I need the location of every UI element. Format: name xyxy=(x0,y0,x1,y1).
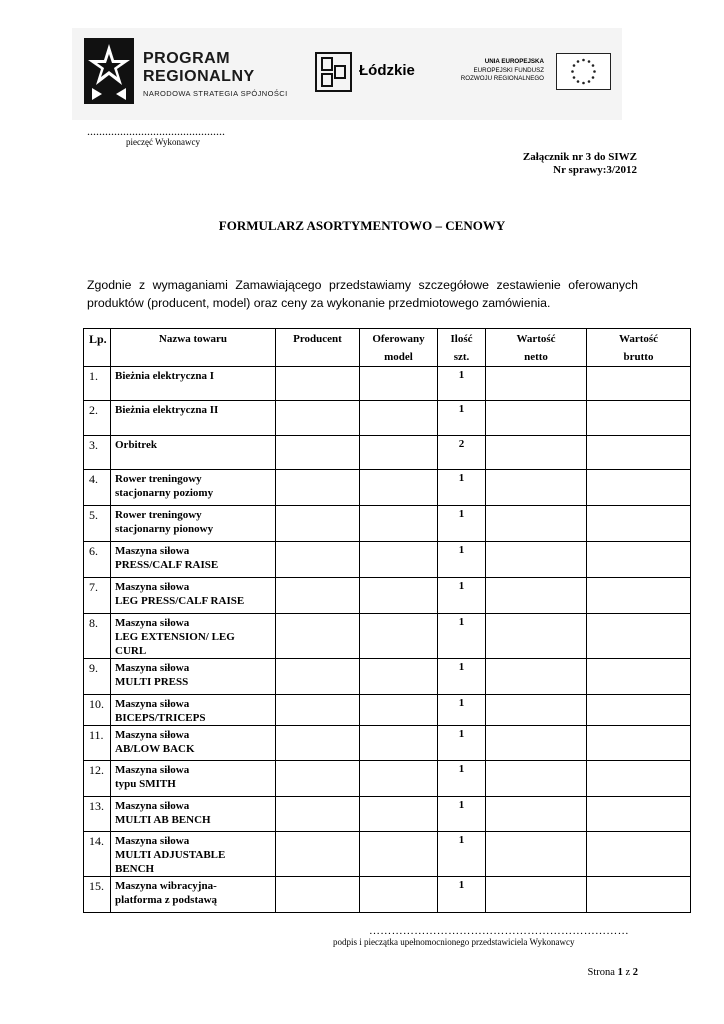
row-quantity: 1 xyxy=(438,726,486,761)
row-model-cell[interactable] xyxy=(360,726,438,761)
row-quantity: 1 xyxy=(438,542,486,578)
product-name-line: Maszyna siłowa xyxy=(115,662,190,674)
header-model xyxy=(360,329,438,367)
row-net-value-cell[interactable] xyxy=(486,436,587,470)
table-row xyxy=(84,877,691,913)
row-gross-value-cell[interactable] xyxy=(587,877,691,913)
header-qty xyxy=(438,329,486,367)
row-product-name xyxy=(111,832,276,877)
product-name-line: BENCH xyxy=(115,863,155,875)
page-separator: z xyxy=(625,967,631,978)
header-gross-line2: brutto xyxy=(623,351,654,363)
table-row xyxy=(84,797,691,832)
row-gross-value-cell[interactable] xyxy=(587,401,691,436)
row-model-cell[interactable] xyxy=(360,542,438,578)
product-name-line: PRESS/CALF RAISE xyxy=(115,559,219,571)
row-product-name xyxy=(111,877,276,913)
row-lp: 9. xyxy=(84,659,111,695)
table-row xyxy=(84,542,691,578)
row-model-cell[interactable] xyxy=(360,695,438,726)
product-name-line: Maszyna siłowa xyxy=(115,800,190,812)
product-name-line: Maszyna siłowa xyxy=(115,835,190,847)
row-gross-value-cell[interactable] xyxy=(587,506,691,542)
row-gross-value-cell[interactable] xyxy=(587,470,691,506)
form-title: FORMULARZ ASORTYMENTOWO – CENOWY xyxy=(218,218,506,233)
header-name: Nazwa towaru xyxy=(111,329,276,367)
program-regionalny-logo-icon xyxy=(84,38,134,104)
header-qty-line1: Ilość xyxy=(450,333,473,345)
header-gross-line1: Wartość xyxy=(618,333,659,345)
row-product-name xyxy=(111,578,276,614)
row-quantity: 1 xyxy=(438,761,486,797)
row-producer-cell[interactable] xyxy=(276,695,360,726)
product-name-line: LEG EXTENSION/ LEG xyxy=(115,631,235,643)
row-quantity: 1 xyxy=(438,614,486,659)
product-name-line: Maszyna siłowa xyxy=(115,617,190,629)
product-name-line: Maszyna siłowa xyxy=(115,581,190,593)
header-lp: Lp. xyxy=(84,329,111,367)
header-net-line2: netto xyxy=(524,351,548,363)
row-producer-cell[interactable] xyxy=(276,761,360,797)
row-product-name xyxy=(111,797,276,832)
product-name-line: stacjonarny pionowy xyxy=(115,523,214,535)
row-model-cell[interactable] xyxy=(360,761,438,797)
row-gross-value-cell[interactable] xyxy=(587,797,691,832)
product-name-line: Bieżnia elektryczna I xyxy=(115,370,214,382)
row-producer-cell[interactable] xyxy=(276,877,360,913)
row-product-name xyxy=(111,542,276,578)
row-lp: 5. xyxy=(84,506,111,542)
table-row xyxy=(84,695,691,726)
table-body xyxy=(84,367,691,913)
row-model-cell[interactable] xyxy=(360,659,438,695)
header-net-line1: Wartość xyxy=(516,333,556,345)
row-net-value-cell[interactable] xyxy=(486,761,587,797)
row-lp: 14. xyxy=(84,832,111,877)
row-producer-cell[interactable] xyxy=(276,832,360,877)
header-qty-line2: szt. xyxy=(453,351,470,363)
annex-label: Załącznik nr 3 do SIWZ xyxy=(522,151,637,163)
row-gross-value-cell[interactable] xyxy=(587,761,691,797)
row-product-name xyxy=(111,761,276,797)
row-net-value-cell[interactable] xyxy=(486,401,587,436)
row-net-value-cell[interactable] xyxy=(486,877,587,913)
pricing-table xyxy=(83,328,691,913)
row-model-cell[interactable] xyxy=(360,578,438,614)
table-row xyxy=(84,367,691,401)
page-current: 1 xyxy=(617,967,623,978)
row-product-name xyxy=(111,506,276,542)
table-header-row xyxy=(84,329,691,367)
row-producer-cell[interactable] xyxy=(276,726,360,761)
row-model-cell[interactable] xyxy=(360,832,438,877)
page-total: 2 xyxy=(632,967,638,978)
row-producer-cell[interactable] xyxy=(276,578,360,614)
row-net-value-cell[interactable] xyxy=(486,726,587,761)
eu-logo-line3: ROZWOJU REGIONALNEGO xyxy=(460,75,544,82)
product-name-line: typu SMITH xyxy=(115,778,176,790)
program-logo-line1: PROGRAM xyxy=(143,50,231,67)
row-gross-value-cell[interactable] xyxy=(587,578,691,614)
row-model-cell[interactable] xyxy=(360,436,438,470)
table-row xyxy=(84,761,691,797)
product-name-line: stacjonarny poziomy xyxy=(115,487,214,499)
row-model-cell[interactable] xyxy=(360,470,438,506)
table-row xyxy=(84,470,691,506)
row-gross-value-cell[interactable] xyxy=(587,695,691,726)
row-producer-cell[interactable] xyxy=(276,797,360,832)
row-quantity: 1 xyxy=(438,506,486,542)
row-quantity: 1 xyxy=(438,470,486,506)
row-producer-cell[interactable] xyxy=(276,506,360,542)
row-product-name xyxy=(111,367,276,401)
row-net-value-cell[interactable] xyxy=(486,542,587,578)
row-lp: 12. xyxy=(84,761,111,797)
row-net-value-cell[interactable] xyxy=(486,659,587,695)
row-model-cell[interactable] xyxy=(360,506,438,542)
row-quantity: 1 xyxy=(438,695,486,726)
product-name-line: Bieżnia elektryczna II xyxy=(115,404,219,416)
program-logo-line2: REGIONALNY xyxy=(143,68,255,85)
row-producer-cell[interactable] xyxy=(276,401,360,436)
product-name-line: Maszyna siłowa xyxy=(115,545,190,557)
row-net-value-cell[interactable] xyxy=(486,470,587,506)
product-name-line: Rower treningowy xyxy=(115,509,202,521)
eu-logo-line2: EUROPEJSKI FUNDUSZ xyxy=(473,67,544,74)
row-quantity: 1 xyxy=(438,832,486,877)
product-name-line: AB/LOW BACK xyxy=(115,743,195,755)
row-lp: 7. xyxy=(84,578,111,614)
row-net-value-cell[interactable] xyxy=(486,695,587,726)
lodzkie-logo-text: Łódzkie xyxy=(359,62,415,79)
lodzkie-logo-icon xyxy=(315,52,352,92)
product-name-line: Maszyna siłowa xyxy=(115,698,190,710)
table-row xyxy=(84,506,691,542)
row-gross-value-cell[interactable] xyxy=(587,726,691,761)
row-gross-value-cell[interactable] xyxy=(587,542,691,578)
product-name-line: MULTI AB BENCH xyxy=(115,814,211,826)
eu-logo-line1: UNIA EUROPEJSKA xyxy=(484,58,544,65)
table-row xyxy=(84,401,691,436)
row-lp: 6. xyxy=(84,542,111,578)
product-name-line: MULTI ADJUSTABLE xyxy=(115,849,226,861)
row-net-value-cell[interactable] xyxy=(486,614,587,659)
row-lp: 2. xyxy=(84,401,111,436)
row-producer-cell[interactable] xyxy=(276,367,360,401)
header-producer: Producent xyxy=(276,329,360,367)
signature-dotted-line: …………………………………………………………… xyxy=(369,925,629,937)
table-row xyxy=(84,659,691,695)
row-net-value-cell[interactable] xyxy=(486,578,587,614)
row-model-cell[interactable] xyxy=(360,614,438,659)
table-row xyxy=(84,726,691,761)
page-prefix: Strona xyxy=(587,967,615,978)
eu-flag-icon xyxy=(556,53,611,90)
product-name-line: Maszyna siłowa xyxy=(115,729,190,741)
signature-label: podpis i pieczątka upełnomocnionego przedstawiciela Wykonawcy xyxy=(333,937,575,947)
row-gross-value-cell[interactable] xyxy=(587,614,691,659)
row-product-name xyxy=(111,436,276,470)
row-product-name xyxy=(111,726,276,761)
row-net-value-cell[interactable] xyxy=(486,367,587,401)
intro-paragraph: Zgodnie z wymaganiami Zamawiającego przedstawiamy szczegółowe zestawienie oferowanych produktów (producent, model) oraz ceny za wykonanie przedmiotowego zamówienia. xyxy=(87,278,638,310)
row-lp: 8. xyxy=(84,614,111,659)
row-model-cell[interactable] xyxy=(360,797,438,832)
product-name-line: Maszyna wibracyjna- xyxy=(115,880,217,892)
row-product-name xyxy=(111,470,276,506)
row-product-name xyxy=(111,659,276,695)
table-row xyxy=(84,614,691,659)
row-gross-value-cell[interactable] xyxy=(587,832,691,877)
row-model-cell[interactable] xyxy=(360,877,438,913)
row-producer-cell[interactable] xyxy=(276,659,360,695)
product-name-line: BICEPS/TRICEPS xyxy=(115,712,206,724)
product-name-line: Orbitrek xyxy=(115,439,157,451)
row-lp: 13. xyxy=(84,797,111,832)
row-quantity: 1 xyxy=(438,367,486,401)
row-lp: 1. xyxy=(84,367,111,401)
product-name-line: CURL xyxy=(115,645,147,657)
row-product-name xyxy=(111,401,276,436)
row-quantity: 1 xyxy=(438,659,486,695)
program-logo-line3: NARODOWA STRATEGIA SPÓJNOŚCI xyxy=(143,89,288,98)
row-gross-value-cell[interactable] xyxy=(587,659,691,695)
header-model-line1: Oferowany xyxy=(372,333,425,345)
row-lp: 15. xyxy=(84,877,111,913)
row-producer-cell[interactable] xyxy=(276,614,360,659)
row-net-value-cell[interactable] xyxy=(486,832,587,877)
row-quantity: 2 xyxy=(438,436,486,470)
row-gross-value-cell[interactable] xyxy=(587,367,691,401)
row-quantity: 1 xyxy=(438,578,486,614)
row-lp: 3. xyxy=(84,436,111,470)
header-model-line2: model xyxy=(384,351,413,363)
stamp-label: pieczęć Wykonawcy xyxy=(126,137,201,147)
table-row xyxy=(84,578,691,614)
table-row xyxy=(84,832,691,877)
row-model-cell[interactable] xyxy=(360,401,438,436)
row-lp: 11. xyxy=(84,726,111,761)
row-producer-cell[interactable] xyxy=(276,436,360,470)
product-name-line: Maszyna siłowa xyxy=(115,764,190,776)
stamp-dotted-line: .............................................. xyxy=(87,124,225,138)
row-net-value-cell[interactable] xyxy=(486,797,587,832)
product-name-line: LEG PRESS/CALF RAISE xyxy=(115,595,245,607)
header-net xyxy=(486,329,587,367)
row-quantity: 1 xyxy=(438,401,486,436)
row-producer-cell[interactable] xyxy=(276,470,360,506)
row-product-name xyxy=(111,614,276,659)
header-gross xyxy=(587,329,691,367)
product-name-line: MULTI PRESS xyxy=(115,676,189,688)
row-quantity: 1 xyxy=(438,877,486,913)
case-number: Nr sprawy:3/2012 xyxy=(553,164,637,176)
page-number xyxy=(588,967,638,978)
row-net-value-cell[interactable] xyxy=(486,506,587,542)
table-row xyxy=(84,436,691,470)
row-quantity: 1 xyxy=(438,797,486,832)
row-gross-value-cell[interactable] xyxy=(587,436,691,470)
row-product-name xyxy=(111,695,276,726)
row-lp: 4. xyxy=(84,470,111,506)
row-producer-cell[interactable] xyxy=(276,542,360,578)
product-name-line: platforma z podstawą xyxy=(115,894,218,906)
product-name-line: Rower treningowy xyxy=(115,473,202,485)
row-lp: 10. xyxy=(84,695,111,726)
row-model-cell[interactable] xyxy=(360,367,438,401)
